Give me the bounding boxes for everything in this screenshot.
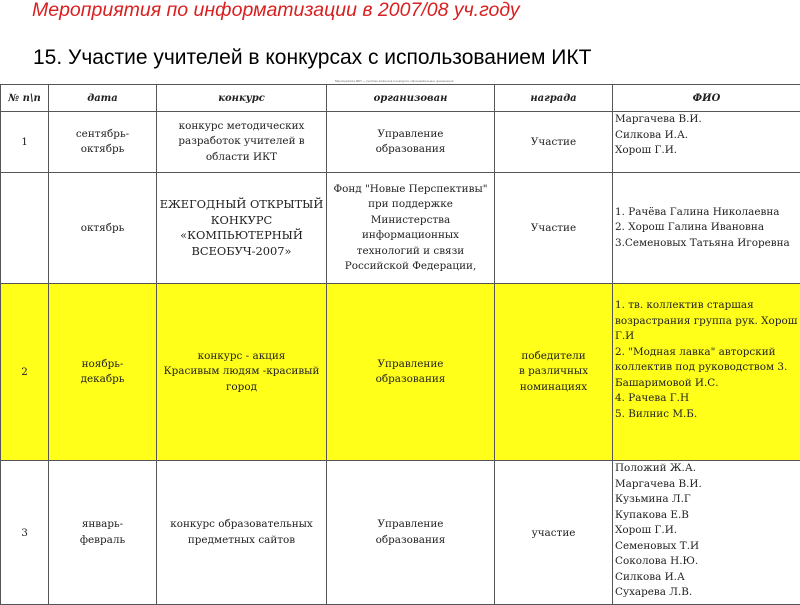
cell-award: Участие	[495, 112, 613, 173]
cell-contest: ЕЖЕГОДНЫЙ ОТКРЫТЫЙ КОНКУРС «КОМПЬЮТЕРНЫЙ ВСЕОБУЧ-2007»	[157, 173, 327, 284]
cell-fio: Маргачева В.И. Силкова И.А. Хорош Г.И.	[613, 112, 800, 173]
small-caption: Мероприятия ИКТ — участие педагогов в конкурсах образовательных организаций	[335, 80, 453, 83]
cell-number	[1, 173, 49, 284]
cell-award: Участие	[495, 173, 613, 284]
cell-date: ноябрь- декабрь	[49, 284, 157, 461]
cell-number: 3	[1, 461, 49, 605]
cell-date: сентябрь- октябрь	[49, 112, 157, 173]
cell-number: 1	[1, 112, 49, 173]
section-title: 15. Участие учителей в конкурсах с использованием ИКТ	[33, 46, 591, 70]
cell-fio: Положий Ж.А. Маргачева В.И. Кузьмина Л.Г Купакова Е.В Хорош Г.И. Семеновых Т.И Соколова Н.Ю. Силкова И.А Сухарева Л.В.	[613, 461, 800, 605]
table-row	[1, 461, 800, 605]
cell-organizer: Фонд "Новые Перспективы" при поддержке Министерства информационных технологий и связи Российской Федерации,	[327, 173, 495, 284]
cell-organizer: Управление образования	[327, 284, 495, 461]
contests-table	[0, 84, 800, 605]
cell-fio: 1. тв. коллектив старшая возрастрания группа рук. Хорош Г.И 2. "Модная лавка" авторский коллектив под руководством 3. Башаримовой И.С. 4. Рачева Г.Н 5. Вилнис М.Б.	[613, 284, 800, 461]
table-row	[1, 112, 800, 173]
column-header-date: дата	[49, 85, 157, 112]
cell-contest: конкурс методических разработок учителей в области ИКТ	[157, 112, 327, 173]
cell-organizer: Управление образования	[327, 461, 495, 605]
column-header-award: награда	[495, 85, 613, 112]
column-header-contest: конкурс	[157, 85, 327, 112]
cell-contest: конкурс образовательных предметных сайтов	[157, 461, 327, 605]
table-row	[1, 284, 800, 461]
table-row	[1, 173, 800, 284]
column-header-number: № п\п	[1, 85, 49, 112]
cell-number: 2	[1, 284, 49, 461]
cell-award: победители в различных номинациях	[495, 284, 613, 461]
cell-organizer: Управление образования	[327, 112, 495, 173]
cell-award: участие	[495, 461, 613, 605]
page-header-title: Мероприятия по информатизации в 2007/08 уч.году	[32, 0, 520, 22]
cell-date: январь- февраль	[49, 461, 157, 605]
cell-fio: 1. Рачёва Галина Николаевна 2. Хорош Галина Ивановна 3.Семеновых Татьяна Игоревна	[613, 173, 800, 284]
column-header-fio: ФИО	[613, 85, 800, 112]
cell-date: октябрь	[49, 173, 157, 284]
column-header-organizer: организован	[327, 85, 495, 112]
cell-contest: конкурс - акция Красивым людям -красивый город	[157, 284, 327, 461]
table-header-row	[1, 85, 800, 112]
